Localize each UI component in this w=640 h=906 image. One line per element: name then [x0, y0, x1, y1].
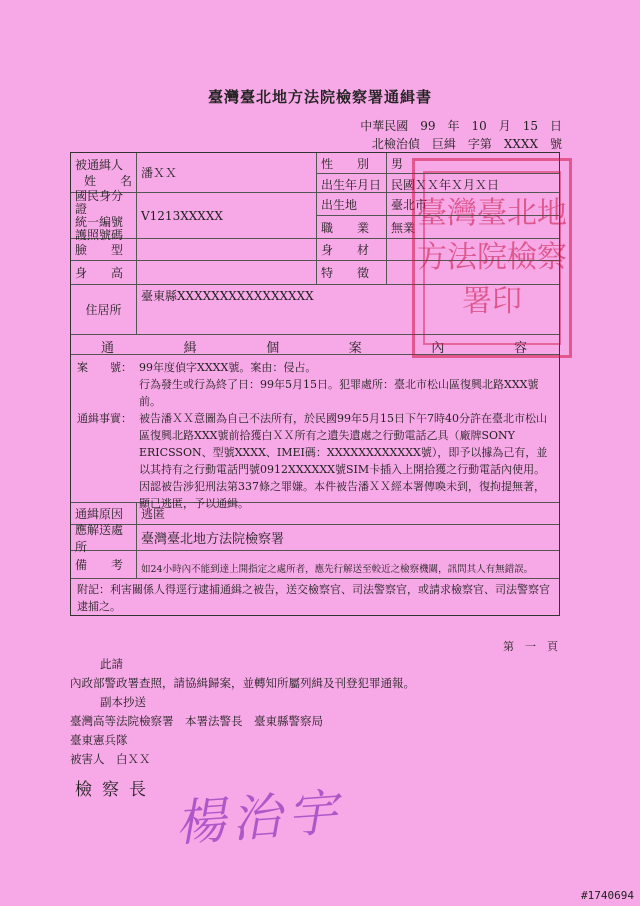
job-value: 無業	[391, 220, 416, 235]
birthplace-label: 出生地	[317, 193, 387, 215]
height-label: 身 高	[71, 261, 137, 284]
case-number-label: 案 號：	[77, 361, 132, 374]
face-value	[137, 239, 317, 260]
office-value: 臺灣臺北地方法院檢察署	[141, 532, 285, 547]
content-header: 通 緝 個 案 內 容	[71, 335, 559, 355]
prosecutor-title: 檢察長	[75, 780, 156, 800]
cc-line-1: 臺灣高等法院檢察署 本署法警長 臺東縣警察局	[70, 714, 323, 728]
row-office	[71, 522, 559, 554]
id-label: 國民身分證 統一編號 護照號碼	[71, 193, 137, 238]
row-reason	[71, 503, 559, 525]
office-label: 應解送處所	[71, 525, 137, 550]
id-value: V1213XXXXX	[137, 193, 317, 238]
build-label: 身 材	[317, 239, 387, 260]
case-details	[71, 355, 559, 510]
dob-label: 出生年月日	[317, 174, 387, 194]
reason-label: 通緝原因	[71, 503, 137, 524]
cc-line-3: 被害人 白ＸＸ	[70, 752, 151, 766]
reason-value: 逃匿	[141, 507, 166, 521]
birthplace-value: 臺北市	[391, 197, 428, 212]
file-id: #1740694	[581, 889, 634, 902]
job-label: 職 業	[317, 216, 387, 238]
sex-label: 性 別	[317, 153, 387, 173]
face-label: 臉 型	[71, 239, 137, 260]
address-value: 臺東縣XXXXXXXXXXXXXXXX	[141, 289, 314, 303]
cc-label: 副本抄送	[100, 695, 146, 709]
facts-text: 被告潘ＸＸ意圖為自己不法所有，於民國99年5月15日下午7時40分許在臺北市松山區復興北路XXX號前拾獲白ＸＸ所有之遺失遺處之行動電話乙具（廠牌SONY ERICSSON、型號XXXX、IMEI碼：XXXXXXXXXXXX號），即予以據為己有，並以其持有之行動電話門號0912XXXXXX號SIM卡插入上開拾獲之行動電話內使用。因認被告涉犯刑法第337條之罪嫌。本件被告潘ＸＸ經本署傳喚未到，復拘提無著，顯已逃匿，予以通緝。	[139, 412, 548, 510]
cc-line-2: 臺東憲兵隊	[70, 733, 128, 747]
to-text: 內政部警政署查照，請協緝歸案，並轉知所屬列緝及刊登犯罪通報。	[70, 676, 415, 690]
name-value: 潘ＸＸ	[137, 153, 317, 192]
page-number: 第 一 頁	[503, 640, 558, 653]
address-label: 住居所	[71, 285, 137, 334]
to-label: 此請	[100, 657, 123, 671]
distribution-block	[70, 655, 590, 769]
court-seal-text: 臺灣臺北地方法院檢察署印	[417, 196, 567, 319]
remark-label: 備 考	[71, 551, 137, 578]
document-title: 臺灣臺北地方法院檢察署通緝書	[207, 88, 432, 106]
sex-value: 男	[391, 156, 404, 171]
row-attached	[71, 579, 559, 615]
court-seal	[412, 158, 572, 358]
prosecutor-signature: 楊治宇	[173, 783, 346, 853]
case-number-text: 99年度偵字XXXX號。案由：侵占。	[139, 361, 317, 374]
height-value	[137, 261, 317, 284]
attached-note: 附記：利害關係人得逕行逮捕通緝之被告，送交檢察官、司法警察官，或請求檢察官、司法警察官逮捕之。	[77, 583, 550, 613]
facts-label: 通緝事實：	[77, 412, 132, 425]
document-number: 北檢治偵 巨緝 字第 XXXX 號	[371, 137, 562, 151]
issue-date: 中華民國 99 年 10 月 15 日	[360, 119, 562, 133]
name-label: 被通緝人 姓 名	[71, 153, 137, 192]
dob-value: 民國ＸＸ年Ｘ月Ｘ日	[391, 177, 500, 192]
remark-value: 如24小時內不能到達上開指定之處所者，應先行解送至較近之檢察機關，訊問其人有無錯誤。	[141, 564, 534, 575]
offense-time-text: 行為發生或行為終了日：99年5月15日。犯罪處所：臺北市松山區復興北路XXX號前。	[139, 378, 539, 408]
features-label: 特 徵	[317, 261, 387, 284]
row-remark	[71, 551, 559, 579]
